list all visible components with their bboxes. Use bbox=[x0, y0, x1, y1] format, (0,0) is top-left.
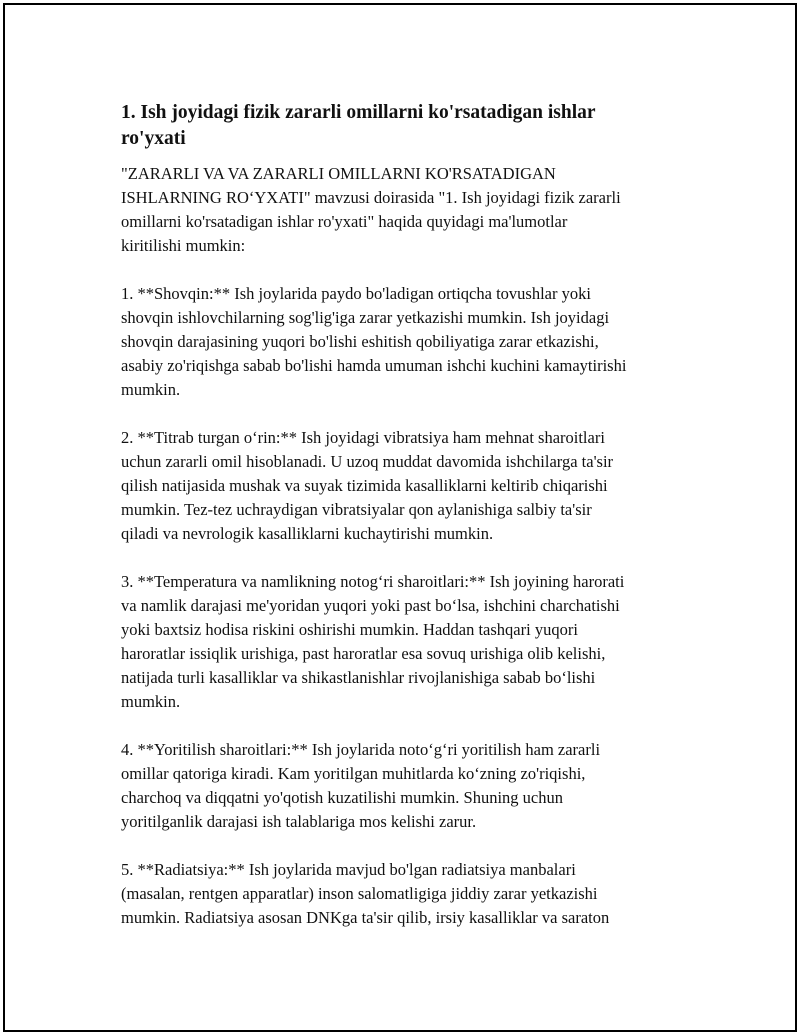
text-line: mumkin. Tez-tez uchraydigan vibratsiyalar qon aylanishiga salbiy ta'sir bbox=[121, 500, 592, 519]
text-line: mumkin. bbox=[121, 692, 181, 711]
page-frame bbox=[3, 3, 797, 1032]
intro-paragraph bbox=[121, 162, 693, 258]
list-item-lighting bbox=[121, 738, 693, 834]
text-line: uchun zararli omil hisoblanadi. U uzoq muddat davomida ishchilarga ta'sir bbox=[121, 452, 614, 471]
text-line: 1. **Shovqin:** Ish joylarida paydo bo'ladigan ortiqcha tovushlar yoki bbox=[121, 284, 591, 303]
title-line: ro'yxati bbox=[121, 128, 186, 149]
document-body bbox=[121, 100, 693, 954]
page-title bbox=[121, 100, 693, 152]
text-line: 5. **Radiatsiya:** Ish joylarida mavjud bo'lgan radiatsiya manbalari bbox=[121, 860, 576, 879]
text-line: qiladi va nevrologik kasalliklarni kuchaytirishi mumkin. bbox=[121, 524, 494, 543]
text-line: asabiy zo'riqishga sabab bo'lishi hamda umuman ishchi kuchini kamaytirishi bbox=[121, 356, 627, 375]
text-line: 4. **Yoritilish sharoitlari:** Ish joylarida noto‘g‘ri yoritilish ham zararli bbox=[121, 740, 601, 759]
text-line: 3. **Temperatura va namlikning notog‘ri sharoitlari:** Ish joyining harorati bbox=[121, 572, 625, 591]
text-line: shovqin darajasining yuqori bo'lishi eshitish qobiliyatiga zarar etkazishi, bbox=[121, 332, 599, 351]
text-line: omillar qatoriga kiradi. Kam yoritilgan muhitlarda ko‘zning zo'riqishi, bbox=[121, 764, 586, 783]
text-line: charchoq va diqqatni yo'qotish kuzatilishi mumkin. Shuning uchun bbox=[121, 788, 564, 807]
list-item-noise bbox=[121, 282, 693, 402]
text-line: yoki baxtsiz hodisa riskini oshirishi mumkin. Haddan tashqari yuqori bbox=[121, 620, 578, 639]
text-line: mumkin. Radiatsiya asosan DNKga ta'sir qilib, irsiy kasalliklar va saraton bbox=[121, 908, 610, 927]
text-line: va namlik darajasi me'yoridan yuqori yoki past bo‘lsa, ishchini charchatishi bbox=[121, 596, 620, 615]
text-line: haroratlar issiqlik urishiga, past haroratlar esa sovuq urishiga olib kelishi, bbox=[121, 644, 606, 663]
text-line: "ZARARLI VA VA ZARARLI OMILLARNI KO'RSATADIGAN bbox=[121, 164, 556, 183]
text-line: mumkin. bbox=[121, 380, 181, 399]
list-item-temperature bbox=[121, 570, 693, 714]
text-line: natijada turli kasalliklar va shikastlanishlar rivojlanishiga sabab bo‘lishi bbox=[121, 668, 596, 687]
text-line: omillarni ko'rsatadigan ishlar ro'yxati" haqida quyidagi ma'lumotlar bbox=[121, 212, 568, 231]
text-line: ISHLARNING RO‘YXATI" mavzusi doirasida "1. Ish joyidagi fizik zararli bbox=[121, 188, 621, 207]
title-line: 1. Ish joyidagi fizik zararli omillarni ko'rsatadigan ishlar bbox=[121, 102, 596, 123]
list-item-radiation bbox=[121, 858, 693, 930]
text-line: yoritilganlik darajasi ish talablariga mos kelishi zarur. bbox=[121, 812, 477, 831]
text-line: shovqin ishlovchilarning sog'lig'iga zarar yetkazishi mumkin. Ish joyidagi bbox=[121, 308, 610, 327]
text-line: qilish natijasida mushak va suyak tizimida kasalliklarni keltirib chiqarishi bbox=[121, 476, 608, 495]
text-line: 2. **Titrab turgan o‘rin:** Ish joyidagi vibratsiya ham mehnat sharoitlari bbox=[121, 428, 605, 447]
text-line: (masalan, rentgen apparatlar) inson salomatligiga jiddiy zarar yetkazishi bbox=[121, 884, 598, 903]
list-item-vibration bbox=[121, 426, 693, 546]
text-line: kiritilishi mumkin: bbox=[121, 236, 246, 255]
